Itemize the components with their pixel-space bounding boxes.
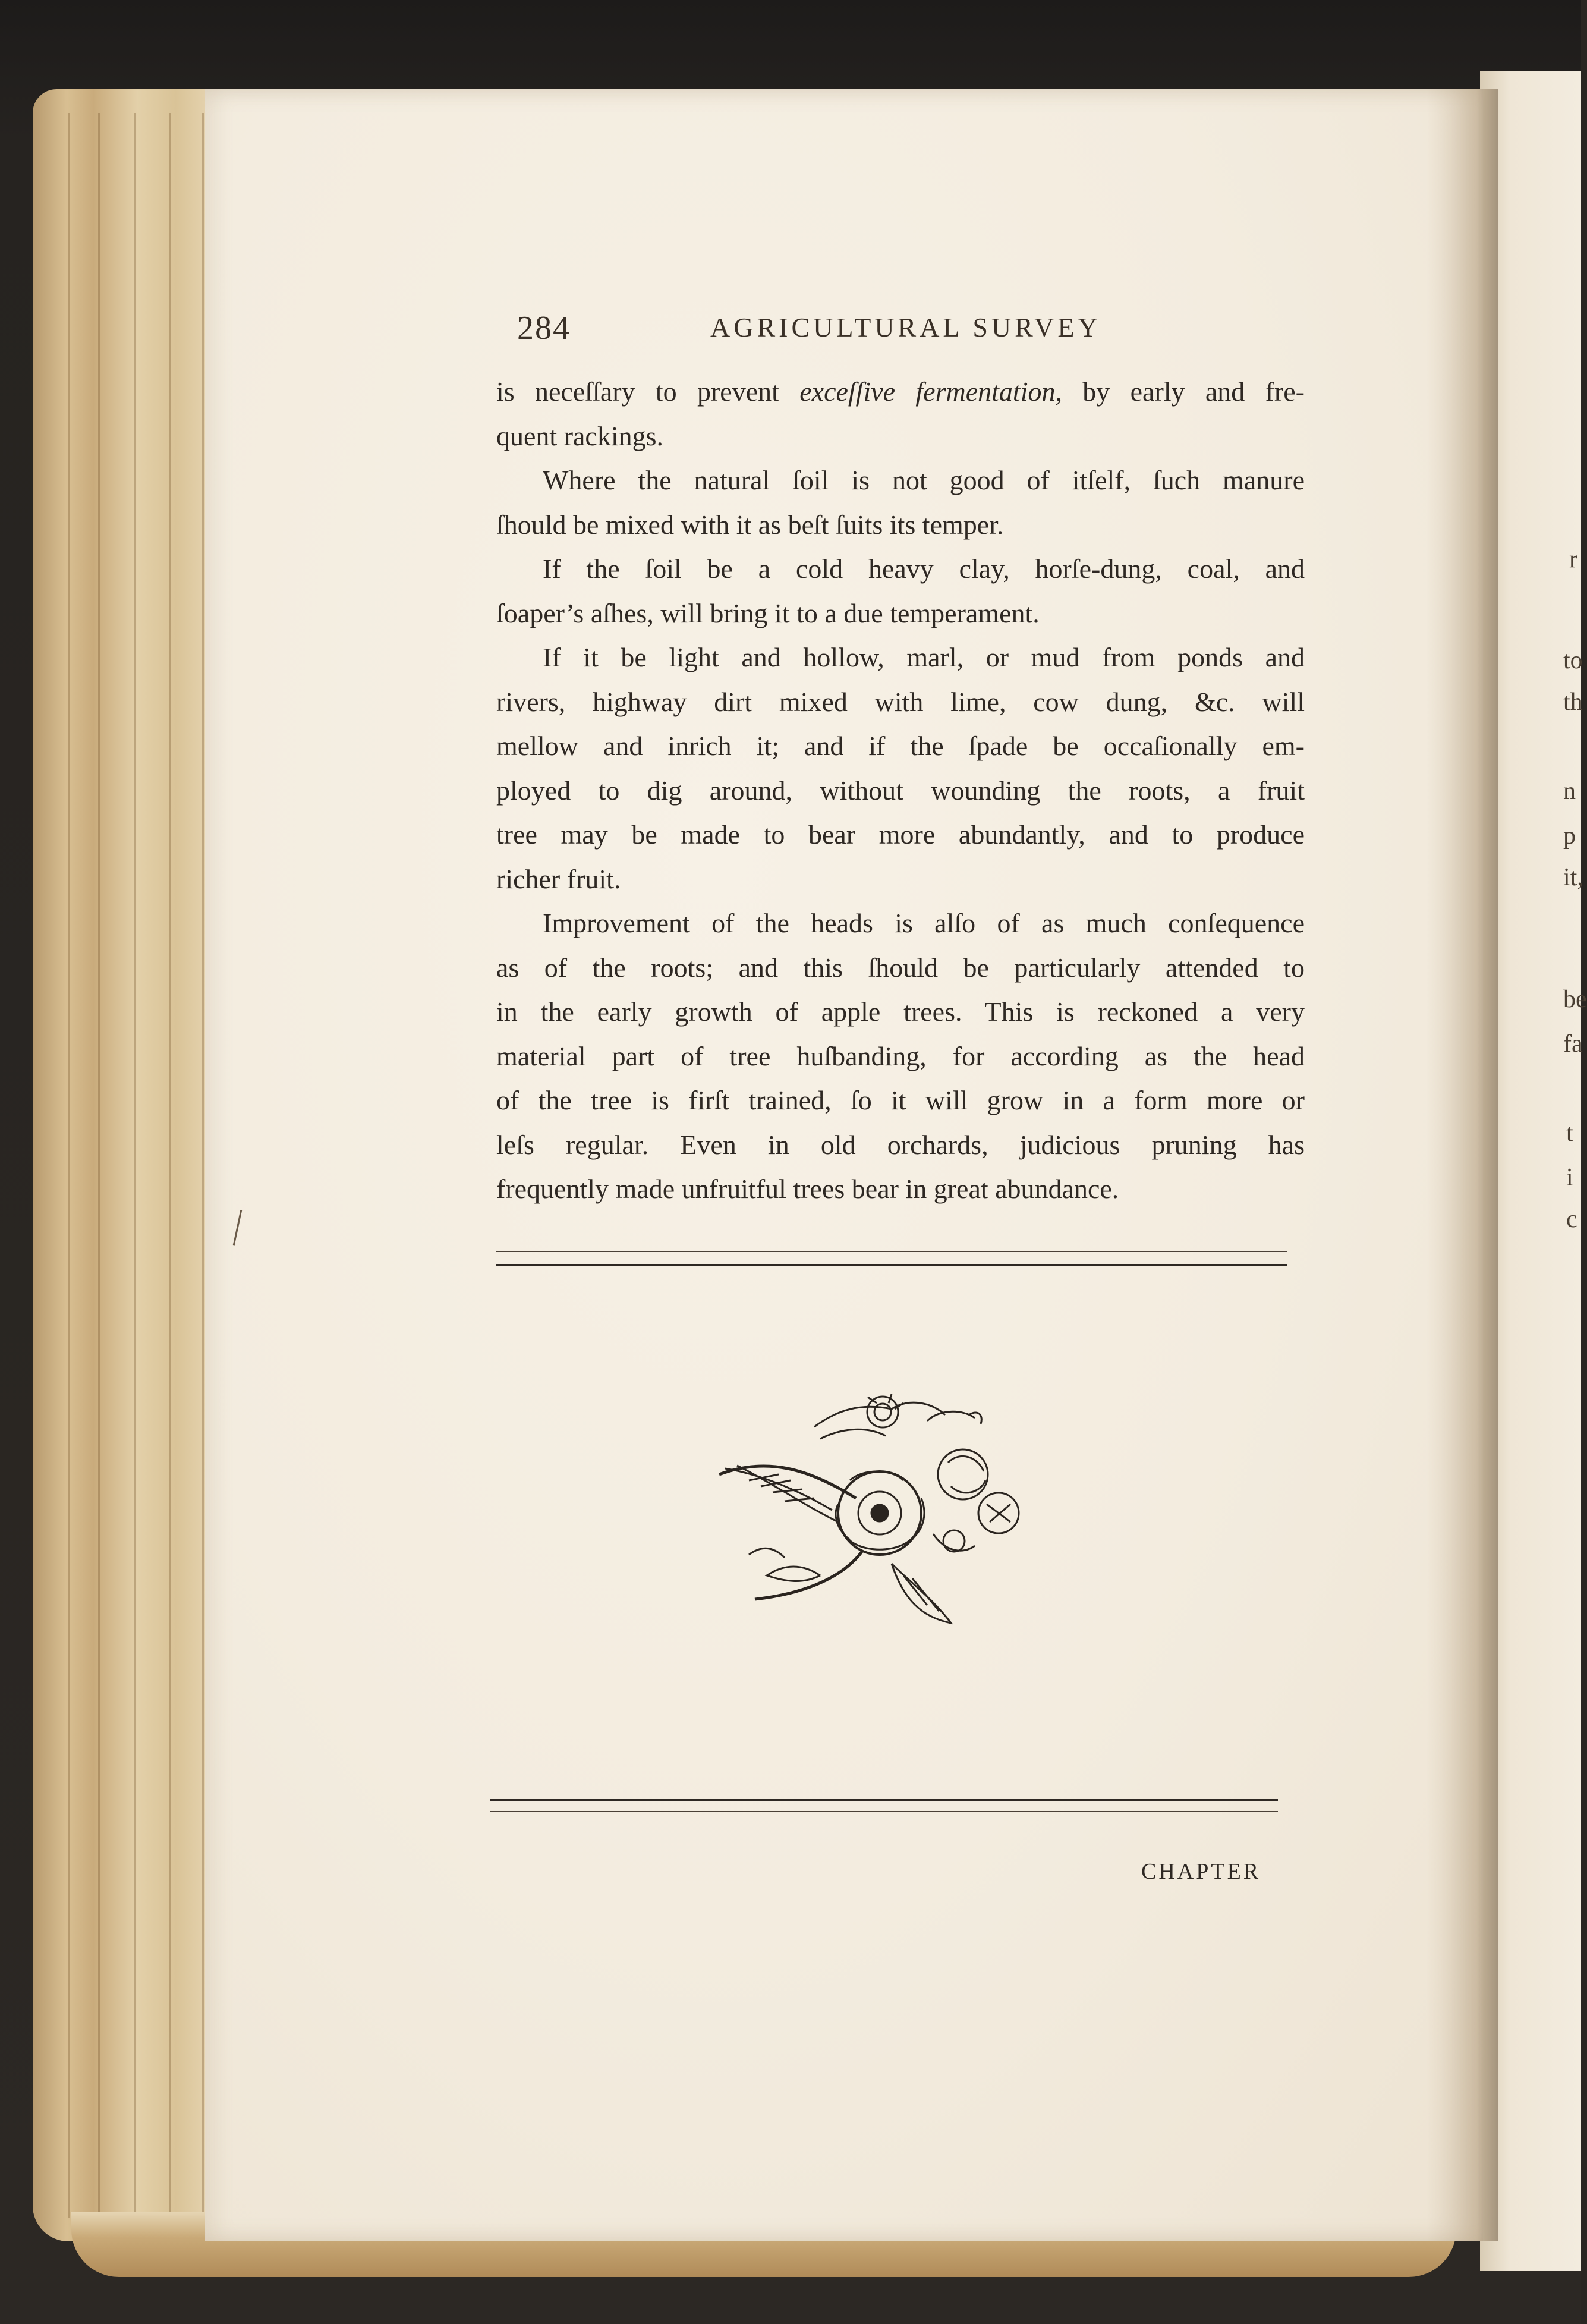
text-line: Improvement of the heads is alſo of as much conſequence [543,908,1305,938]
facing-fragment: c [1566,1206,1577,1233]
text-line: leſs regular. Even in old orchards, judicious pruning has [496,1129,1305,1160]
text-line: If it be light and hollow, marl, or mud from ponds and [543,642,1305,672]
body-text [496,370,1305,1212]
text-line: ſhould be mixed with it as beſt ſuits its temper. [496,509,1004,540]
facing-fragment: n [1563,778,1576,805]
upper-rule-bottom [496,1264,1287,1266]
facing-fragment: th [1563,688,1583,716]
facing-fragment: r [1569,546,1577,573]
text-line: ſoaper’s aſhes, will bring it to a due temperament. [496,597,1040,628]
facing-fragment: fa [1563,1030,1583,1058]
text-line: frequently made unfruitful trees bear in great abundance. [496,1174,1119,1204]
facing-fragment: be [1563,986,1587,1013]
text-line: Where the natural ſoil is not good of itſelf, ſuch manure [543,465,1305,495]
text-line: of the tree is firſt trained, ſo it will grow in a form more or [496,1085,1305,1115]
page-number: 284 [517,310,571,347]
text-line: as of the roots; and this ſhould be particularly attended to [496,952,1305,983]
text-line: is neceſſary to prevent exceſſive fermentation, by early and fre- [496,376,1305,407]
catchword: CHAPTER [1141,1859,1261,1884]
running-head [517,309,1123,345]
lower-rule-top [490,1799,1278,1801]
gutter-shadow [1427,89,1498,2241]
upper-rule-top [496,1251,1287,1252]
text-line: in the early growth of apple trees. This is reckoned a very [496,996,1305,1027]
facing-fragment: to [1563,647,1583,674]
facing-fragment: i [1566,1164,1573,1191]
floral-ornament-icon [713,1385,1058,1635]
text-line: ployed to dig around, without wounding the roots, a fruit [496,775,1305,806]
facing-fragment: it, [1563,864,1583,891]
text-line: quent rackings. [496,420,664,451]
facing-fragment: p [1563,822,1576,850]
running-title: AGRICULTURAL SURVEY [710,312,1101,342]
facing-fragment: t [1566,1119,1573,1147]
text-line: mellow and inrich it; and if the ſpade be occaſionally em- [496,731,1305,761]
text-line: tree may be made to bear more abundantly, and to produce [496,819,1305,850]
text-line: If the ſoil be a cold heavy clay, horſe-dung, coal, and [543,554,1305,584]
text-line: rivers, highway dirt mixed with lime, cow dung, &c. will [496,686,1305,717]
page-block-edge [33,89,223,2241]
text-line: material part of tree huſbanding, for according as the head [496,1040,1305,1071]
text-line: richer fruit. [496,863,621,894]
lower-rule-bottom [490,1811,1278,1812]
